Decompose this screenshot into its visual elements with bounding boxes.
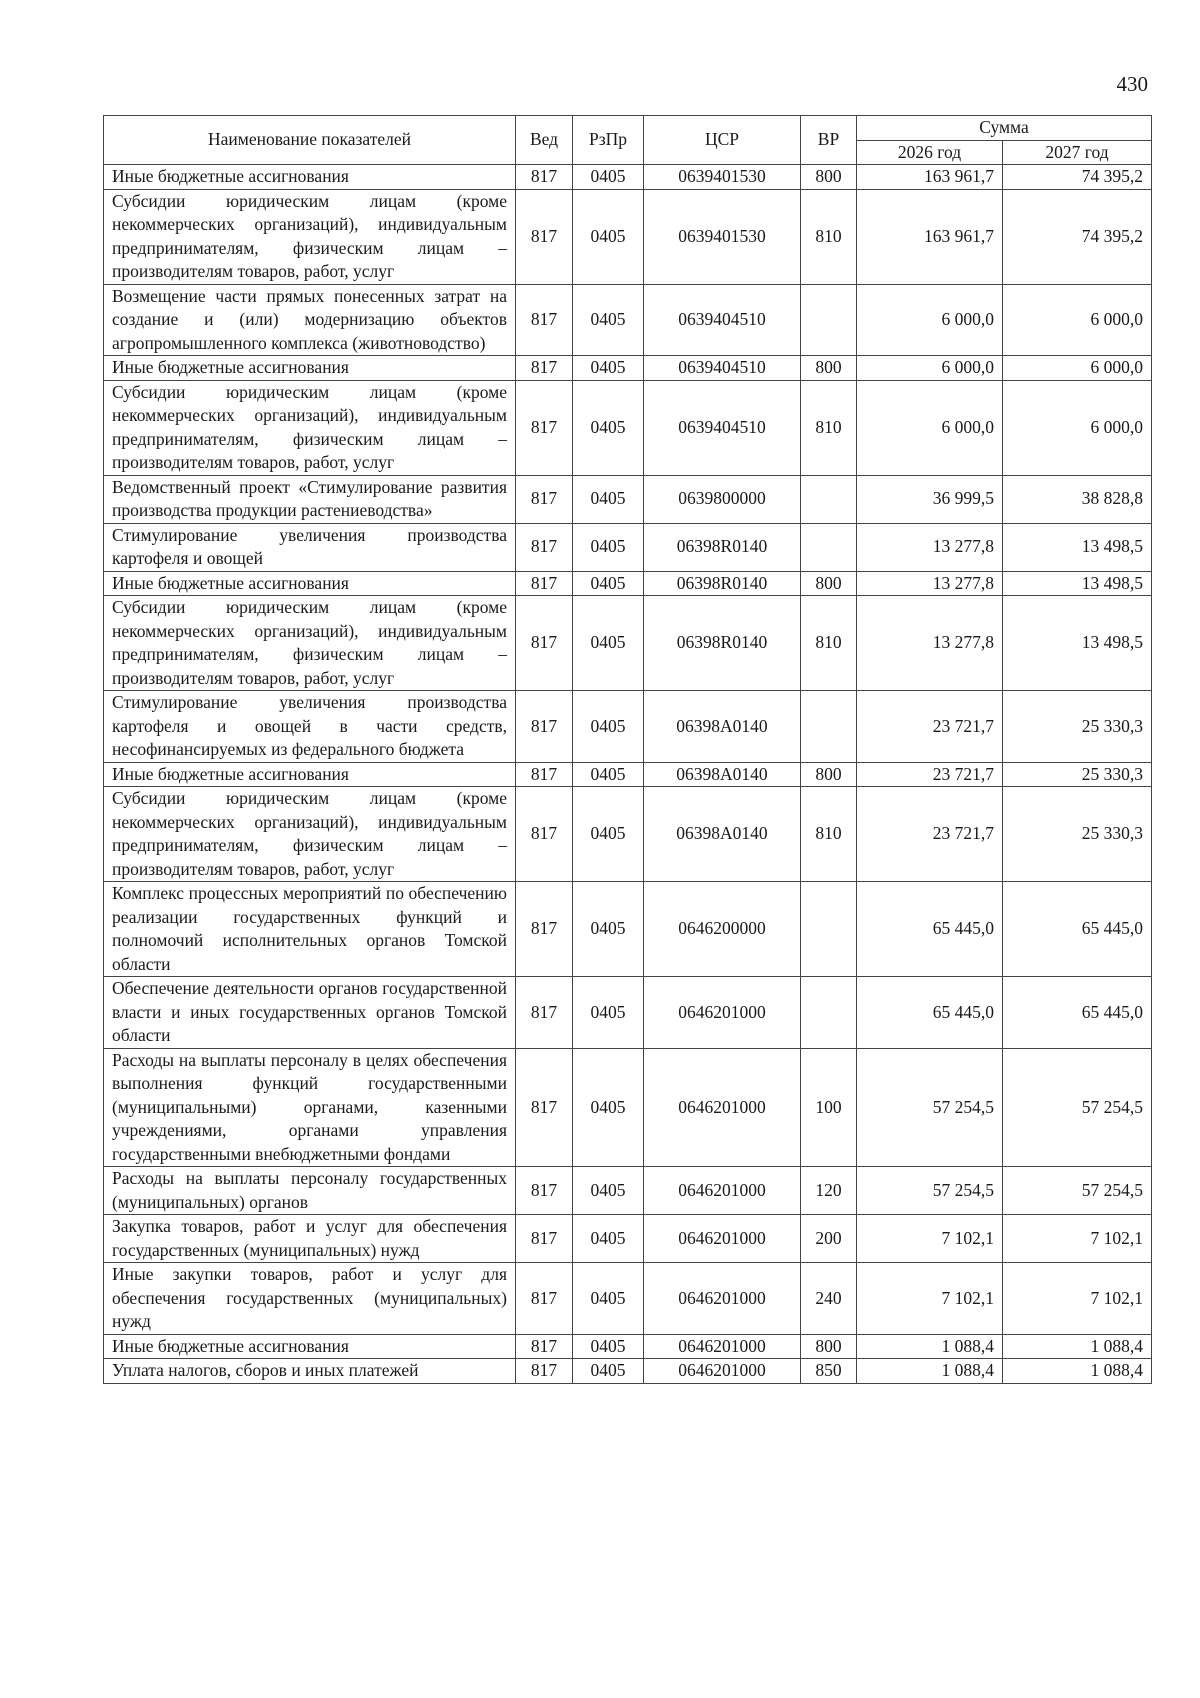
table-row (104, 523, 1152, 571)
row-rzpr-cell: 0405 (573, 762, 644, 787)
row-name-cell: Субсидии юридическим лицам (кроме некоммерческих организаций), индивидуальным предпринимателям, физическим лицам – производителям товаров, работ, услуг (104, 787, 516, 882)
row-ved-cell: 817 (516, 284, 573, 356)
row-amount-2027-cell: 74 395,2 (1003, 165, 1152, 190)
row-amount-2026-cell: 7 102,1 (857, 1215, 1003, 1263)
table-row (104, 284, 1152, 356)
row-amount-2027-cell: 7 102,1 (1003, 1263, 1152, 1335)
header-vr: ВР (801, 116, 857, 165)
row-amount-2027-cell: 1 088,4 (1003, 1334, 1152, 1359)
row-ved-cell: 817 (516, 165, 573, 190)
row-name-cell: Возмещение части прямых понесенных затрат на создание и (или) модернизацию объектов агропромышленного комплекса (животноводство) (104, 284, 516, 356)
row-amount-2026-cell: 65 445,0 (857, 977, 1003, 1049)
table-row (104, 882, 1152, 977)
row-ved-cell: 817 (516, 882, 573, 977)
row-name-cell: Субсидии юридическим лицам (кроме некоммерческих организаций), индивидуальным предпринимателям, физическим лицам – производителям товаров, работ, услуг (104, 596, 516, 691)
row-amount-2026-cell: 36 999,5 (857, 475, 1003, 523)
table-row (104, 787, 1152, 882)
budget-table (103, 115, 1152, 1384)
table-header (104, 116, 1152, 165)
row-amount-2027-cell: 13 498,5 (1003, 571, 1152, 596)
row-rzpr-cell: 0405 (573, 1334, 644, 1359)
row-rzpr-cell: 0405 (573, 571, 644, 596)
row-name-cell: Иные бюджетные ассигнования (104, 762, 516, 787)
row-name-cell: Иные закупки товаров, работ и услуг для обеспечения государственных (муниципальных) нужд (104, 1263, 516, 1335)
row-name-cell: Иные бюджетные ассигнования (104, 1334, 516, 1359)
table-row (104, 977, 1152, 1049)
row-csr-cell: 0639404510 (644, 380, 801, 475)
row-rzpr-cell: 0405 (573, 691, 644, 763)
row-vr-cell: 240 (801, 1263, 857, 1335)
row-rzpr-cell: 0405 (573, 787, 644, 882)
row-amount-2027-cell: 1 088,4 (1003, 1359, 1152, 1384)
row-rzpr-cell: 0405 (573, 1263, 644, 1335)
row-amount-2026-cell: 65 445,0 (857, 882, 1003, 977)
row-ved-cell: 817 (516, 1167, 573, 1215)
row-rzpr-cell: 0405 (573, 475, 644, 523)
row-vr-cell (801, 284, 857, 356)
row-amount-2026-cell: 23 721,7 (857, 691, 1003, 763)
row-csr-cell: 06398R0140 (644, 571, 801, 596)
row-name-cell: Иные бюджетные ассигнования (104, 165, 516, 190)
header-name: Наименование показателей (104, 116, 516, 165)
row-amount-2026-cell: 6 000,0 (857, 284, 1003, 356)
row-amount-2026-cell: 6 000,0 (857, 356, 1003, 381)
row-name-cell: Стимулирование увеличения производства картофеля и овощей (104, 523, 516, 571)
row-rzpr-cell: 0405 (573, 1359, 644, 1384)
row-ved-cell: 817 (516, 1334, 573, 1359)
row-vr-cell (801, 977, 857, 1049)
row-vr-cell: 810 (801, 596, 857, 691)
row-amount-2026-cell: 1 088,4 (857, 1359, 1003, 1384)
row-amount-2026-cell: 163 961,7 (857, 189, 1003, 284)
row-csr-cell: 0639404510 (644, 284, 801, 356)
table-row (104, 1334, 1152, 1359)
row-csr-cell: 0646201000 (644, 1167, 801, 1215)
row-ved-cell: 817 (516, 1048, 573, 1167)
row-ved-cell: 817 (516, 977, 573, 1049)
row-csr-cell: 06398A0140 (644, 787, 801, 882)
table-row (104, 691, 1152, 763)
row-name-cell: Расходы на выплаты персоналу государственных (муниципальных) органов (104, 1167, 516, 1215)
row-rzpr-cell: 0405 (573, 596, 644, 691)
row-name-cell: Субсидии юридическим лицам (кроме некоммерческих организаций), индивидуальным предпринимателям, физическим лицам – производителям товаров, работ, услуг (104, 380, 516, 475)
row-name-cell: Иные бюджетные ассигнования (104, 356, 516, 381)
row-csr-cell: 0646201000 (644, 1263, 801, 1335)
row-vr-cell: 850 (801, 1359, 857, 1384)
row-csr-cell: 0639401530 (644, 165, 801, 190)
row-rzpr-cell: 0405 (573, 165, 644, 190)
row-rzpr-cell: 0405 (573, 882, 644, 977)
table-row (104, 762, 1152, 787)
header-year-2026: 2026 год (857, 140, 1003, 165)
row-amount-2027-cell: 25 330,3 (1003, 787, 1152, 882)
row-name-cell: Субсидии юридическим лицам (кроме некоммерческих организаций), индивидуальным предпринимателям, физическим лицам – производителям товаров, работ, услуг (104, 189, 516, 284)
row-rzpr-cell: 0405 (573, 1167, 644, 1215)
row-vr-cell (801, 882, 857, 977)
row-vr-cell: 100 (801, 1048, 857, 1167)
row-name-cell: Расходы на выплаты персоналу в целях обеспечения выполнения функций государственными (муниципальными) органами, казенными учреждениями, органами управления государственными внебюджетными фондами (104, 1048, 516, 1167)
row-rzpr-cell: 0405 (573, 523, 644, 571)
row-amount-2027-cell: 13 498,5 (1003, 523, 1152, 571)
table-row (104, 356, 1152, 381)
row-csr-cell: 06398A0140 (644, 762, 801, 787)
table-row (104, 596, 1152, 691)
row-ved-cell: 817 (516, 189, 573, 284)
row-ved-cell: 817 (516, 1263, 573, 1335)
row-vr-cell: 810 (801, 787, 857, 882)
row-ved-cell: 817 (516, 571, 573, 596)
row-ved-cell: 817 (516, 380, 573, 475)
header-rzpr: РзПр (573, 116, 644, 165)
row-csr-cell: 0639404510 (644, 356, 801, 381)
table-row (104, 1263, 1152, 1335)
row-amount-2026-cell: 6 000,0 (857, 380, 1003, 475)
row-name-cell: Уплата налогов, сборов и иных платежей (104, 1359, 516, 1384)
row-name-cell: Комплекс процессных мероприятий по обеспечению реализации государственных функций и полномочий исполнительных органов Томской области (104, 882, 516, 977)
row-ved-cell: 817 (516, 691, 573, 763)
row-amount-2026-cell: 163 961,7 (857, 165, 1003, 190)
row-vr-cell: 800 (801, 762, 857, 787)
row-rzpr-cell: 0405 (573, 977, 644, 1049)
row-csr-cell: 0646200000 (644, 882, 801, 977)
row-amount-2026-cell: 57 254,5 (857, 1048, 1003, 1167)
row-csr-cell: 06398R0140 (644, 596, 801, 691)
page-number: 430 (1116, 72, 1148, 96)
row-ved-cell: 817 (516, 523, 573, 571)
row-rzpr-cell: 0405 (573, 1048, 644, 1167)
row-csr-cell: 0646201000 (644, 977, 801, 1049)
row-name-cell: Ведомственный проект «Стимулирование развития производства продукции растениеводства» (104, 475, 516, 523)
row-amount-2027-cell: 57 254,5 (1003, 1048, 1152, 1167)
row-amount-2027-cell: 6 000,0 (1003, 284, 1152, 356)
row-amount-2026-cell: 7 102,1 (857, 1263, 1003, 1335)
table-row (104, 165, 1152, 190)
row-amount-2027-cell: 25 330,3 (1003, 762, 1152, 787)
header-ved: Вед (516, 116, 573, 165)
row-vr-cell: 810 (801, 189, 857, 284)
row-ved-cell: 817 (516, 596, 573, 691)
row-vr-cell: 810 (801, 380, 857, 475)
row-csr-cell: 06398R0140 (644, 523, 801, 571)
row-amount-2026-cell: 13 277,8 (857, 571, 1003, 596)
row-ved-cell: 817 (516, 787, 573, 882)
row-name-cell: Закупка товаров, работ и услуг для обеспечения государственных (муниципальных) нужд (104, 1215, 516, 1263)
row-name-cell: Иные бюджетные ассигнования (104, 571, 516, 596)
table-row (104, 475, 1152, 523)
row-amount-2027-cell: 38 828,8 (1003, 475, 1152, 523)
row-vr-cell (801, 691, 857, 763)
row-csr-cell: 0646201000 (644, 1359, 801, 1384)
row-rzpr-cell: 0405 (573, 380, 644, 475)
row-vr-cell: 800 (801, 571, 857, 596)
table-row (104, 1215, 1152, 1263)
row-rzpr-cell: 0405 (573, 189, 644, 284)
row-rzpr-cell: 0405 (573, 1215, 644, 1263)
row-ved-cell: 817 (516, 762, 573, 787)
row-amount-2027-cell: 65 445,0 (1003, 882, 1152, 977)
row-vr-cell (801, 523, 857, 571)
row-amount-2027-cell: 7 102,1 (1003, 1215, 1152, 1263)
row-csr-cell: 0646201000 (644, 1334, 801, 1359)
row-csr-cell: 0646201000 (644, 1048, 801, 1167)
row-amount-2027-cell: 6 000,0 (1003, 380, 1152, 475)
row-rzpr-cell: 0405 (573, 284, 644, 356)
row-vr-cell: 120 (801, 1167, 857, 1215)
table-row (104, 571, 1152, 596)
table-row (104, 1048, 1152, 1167)
table-row (104, 189, 1152, 284)
row-amount-2027-cell: 74 395,2 (1003, 189, 1152, 284)
header-sum: Сумма (857, 116, 1152, 141)
row-amount-2026-cell: 13 277,8 (857, 523, 1003, 571)
row-vr-cell: 200 (801, 1215, 857, 1263)
row-name-cell: Стимулирование увеличения производства картофеля и овощей в части средств, несофинансируемых из федерального бюджета (104, 691, 516, 763)
row-amount-2027-cell: 25 330,3 (1003, 691, 1152, 763)
header-year-2027: 2027 год (1003, 140, 1152, 165)
row-amount-2026-cell: 1 088,4 (857, 1334, 1003, 1359)
row-rzpr-cell: 0405 (573, 356, 644, 381)
row-csr-cell: 0639401530 (644, 189, 801, 284)
row-vr-cell: 800 (801, 1334, 857, 1359)
row-ved-cell: 817 (516, 356, 573, 381)
row-csr-cell: 0639800000 (644, 475, 801, 523)
row-name-cell: Обеспечение деятельности органов государственной власти и иных государственных органов Томской области (104, 977, 516, 1049)
table-body (104, 165, 1152, 1384)
header-csr: ЦСР (644, 116, 801, 165)
row-amount-2026-cell: 23 721,7 (857, 762, 1003, 787)
row-csr-cell: 06398A0140 (644, 691, 801, 763)
table-row (104, 1167, 1152, 1215)
row-amount-2027-cell: 57 254,5 (1003, 1167, 1152, 1215)
row-vr-cell: 800 (801, 356, 857, 381)
row-amount-2027-cell: 13 498,5 (1003, 596, 1152, 691)
row-amount-2026-cell: 57 254,5 (857, 1167, 1003, 1215)
table-row (104, 1359, 1152, 1384)
row-amount-2027-cell: 65 445,0 (1003, 977, 1152, 1049)
row-amount-2027-cell: 6 000,0 (1003, 356, 1152, 381)
table-row (104, 380, 1152, 475)
row-ved-cell: 817 (516, 1359, 573, 1384)
row-amount-2026-cell: 13 277,8 (857, 596, 1003, 691)
row-ved-cell: 817 (516, 475, 573, 523)
row-vr-cell: 800 (801, 165, 857, 190)
row-ved-cell: 817 (516, 1215, 573, 1263)
row-csr-cell: 0646201000 (644, 1215, 801, 1263)
row-amount-2026-cell: 23 721,7 (857, 787, 1003, 882)
row-vr-cell (801, 475, 857, 523)
